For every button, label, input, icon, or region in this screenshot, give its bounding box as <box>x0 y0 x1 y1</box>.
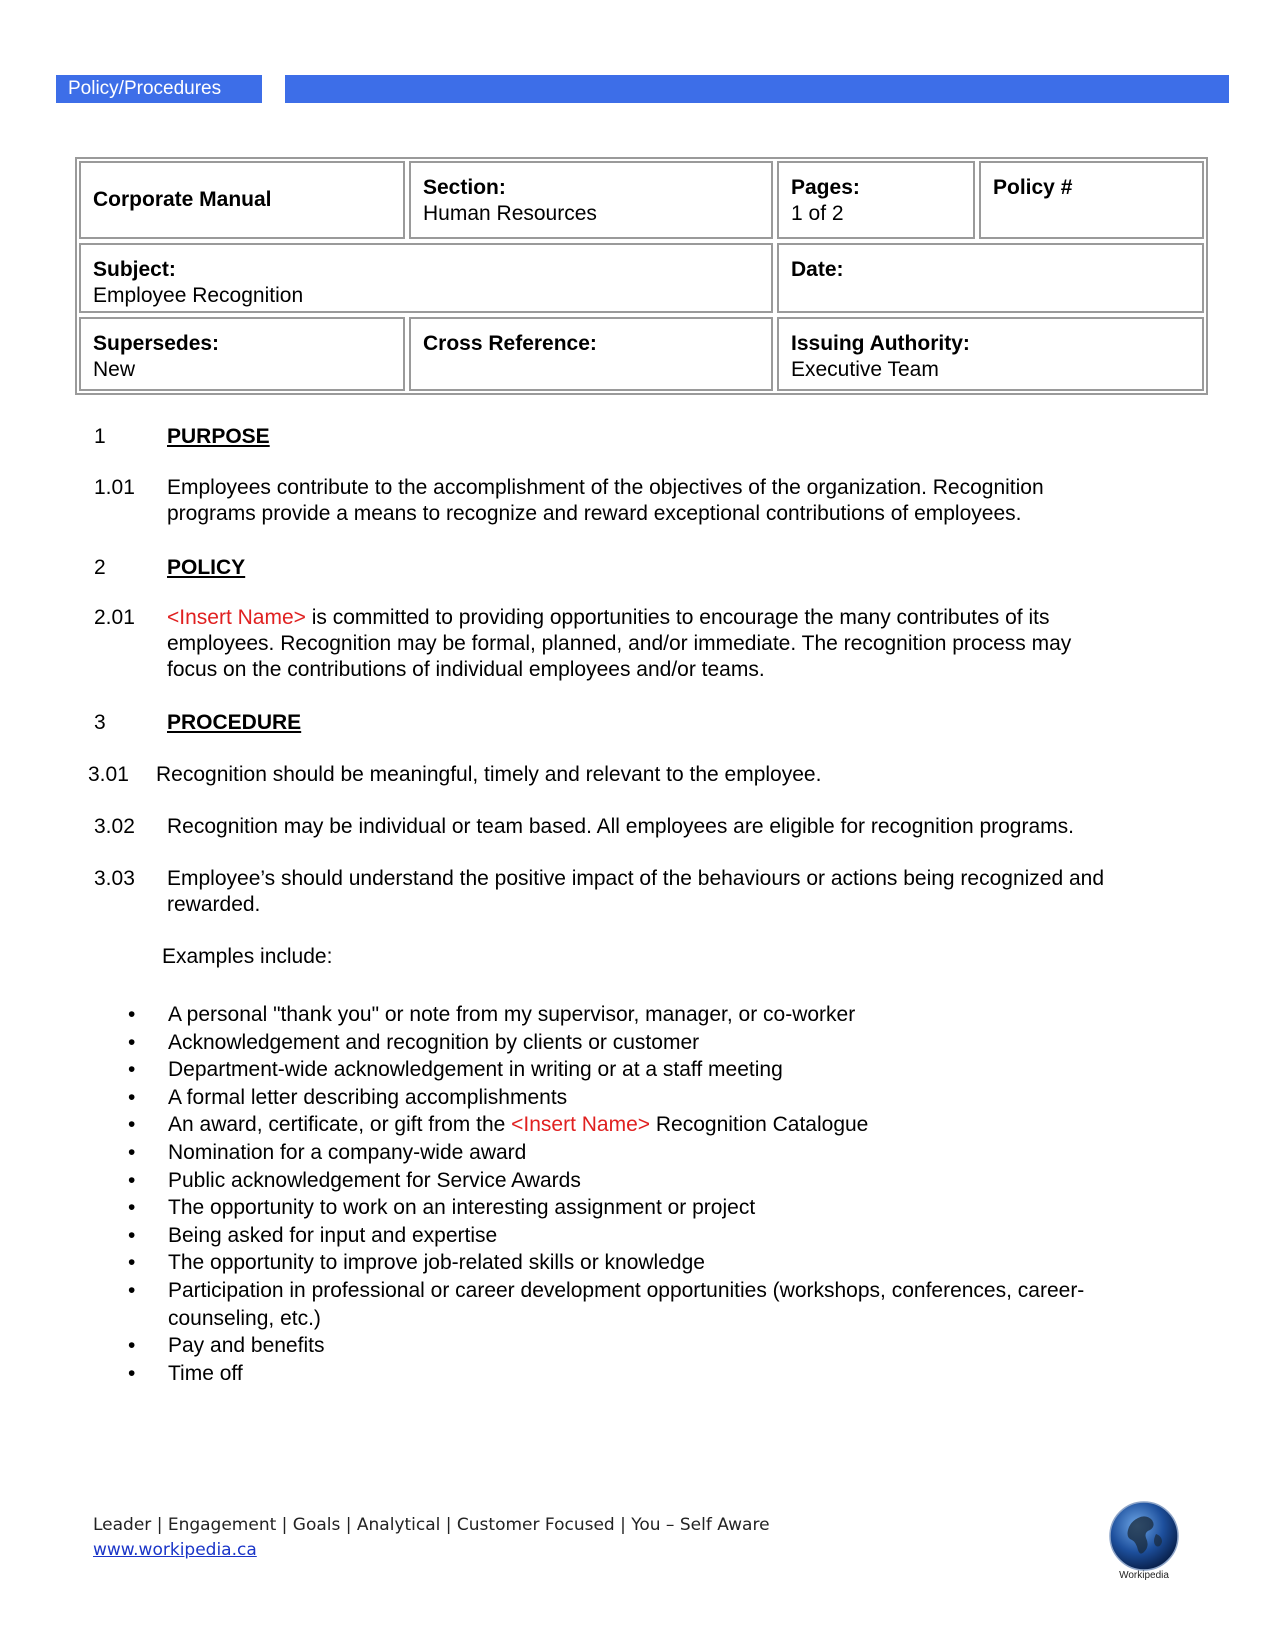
supersedes-value: New <box>93 358 136 381</box>
cross-reference-label: Cross Reference: <box>423 332 597 355</box>
footer-tagline: Leader | Engagement | Goals | Analytical | Customer Focused | You – Self Aware <box>93 1515 770 1535</box>
clause-2-01-line1-rest: is committed to providing opportunities to encourage the many contributes of its <box>305 606 1050 629</box>
policy-info-table <box>75 157 1208 395</box>
bullet-icon: • <box>128 1058 136 1082</box>
issuing-authority-cell <box>777 317 1204 391</box>
website-link[interactable]: www.workipedia.ca <box>93 1540 257 1560</box>
cross-reference-cell <box>409 317 773 391</box>
bullet-icon: • <box>128 1168 136 1192</box>
list-item <box>128 1056 1188 1084</box>
subject-value: Employee Recognition <box>93 284 304 307</box>
clause-3-03-text <box>167 866 1237 918</box>
list-item-text: The opportunity to improve job-related skills or knowledge <box>168 1251 705 1275</box>
list-item <box>128 1167 1188 1195</box>
clause-3-03-number: 3.03 <box>94 867 135 890</box>
clause-3-03-line1: Employee’s should understand the positive impact of the behaviours or actions being recognized and <box>167 867 1105 890</box>
supersedes-label: Supersedes: <box>93 332 220 355</box>
bullet-icon: • <box>128 1361 136 1385</box>
clause-3-03-line2: rewarded. <box>167 893 261 916</box>
clause-1-01-text <box>167 475 1227 527</box>
insert-name-placeholder: <Insert Name> <box>167 606 306 629</box>
subject-label: Subject: <box>93 258 176 281</box>
list-item <box>128 1222 1188 1250</box>
list-item-text-pre: An award, certificate, or gift from the <box>168 1113 512 1137</box>
date-cell <box>777 243 1204 313</box>
section-cell <box>409 161 773 239</box>
list-item-text: A personal "thank you" or note from my supervisor, manager, or co-worker <box>168 1003 856 1026</box>
clause-2-01-line3: focus on the contributions of individual employees and/or teams. <box>167 658 765 681</box>
issuing-authority-value: Executive Team <box>791 358 939 381</box>
bullet-icon: • <box>128 1030 136 1054</box>
list-item-text: Department-wide acknowledgement in writing or at a staff meeting <box>168 1058 783 1082</box>
clause-2-01-number: 2.01 <box>94 606 135 629</box>
list-item <box>128 1360 1188 1388</box>
policy-number-label: Policy # <box>993 176 1073 199</box>
policy-number-cell <box>979 161 1204 239</box>
policy-procedures-label: Policy/Procedures <box>56 75 262 103</box>
list-item-line1: Participation in professional or career development opportunities (workshops, conferences, career- <box>168 1278 1085 1302</box>
supersedes-cell <box>79 317 405 391</box>
insert-name-placeholder: <Insert Name> <box>511 1113 651 1137</box>
clause-1-01-line1: Employees contribute to the accomplishment of the objectives of the organization. Recognition <box>167 476 1044 499</box>
list-item <box>128 1139 1188 1167</box>
bullet-icon: • <box>128 1113 136 1137</box>
list-item-text: Pay and benefits <box>168 1334 325 1358</box>
bullet-icon: • <box>128 1196 136 1220</box>
manual-cell <box>79 161 405 239</box>
clause-3-01-text: Recognition should be meaningful, timely and relevant to the employee. <box>156 763 822 786</box>
examples-intro: Examples include: <box>162 945 333 968</box>
footer <box>93 1513 770 1563</box>
subject-cell <box>79 243 773 313</box>
list-item-text: Time off <box>168 1361 243 1385</box>
procedure-number: 3 <box>94 711 106 734</box>
list-item-text: Nomination for a company-wide award <box>168 1140 527 1164</box>
list-item <box>128 1029 1188 1057</box>
purpose-heading: PURPOSE <box>167 425 270 448</box>
section-label: Section: <box>423 176 506 199</box>
list-item-text: Being asked for input and expertise <box>168 1223 498 1247</box>
purpose-number: 1 <box>94 425 106 448</box>
header-bar <box>285 75 1229 103</box>
clause-3-02-number: 3.02 <box>94 815 135 838</box>
bullet-icon: • <box>128 1251 136 1275</box>
clause-2-01-line1 <box>167 605 1227 631</box>
list-item <box>128 1084 1188 1112</box>
list-item-text: Public acknowledgement for Service Awards <box>168 1168 581 1192</box>
list-item-text: A formal letter describing accomplishments <box>168 1085 568 1109</box>
date-label: Date: <box>791 258 844 281</box>
list-item-text <box>168 1113 868 1136</box>
section-value: Human Resources <box>423 202 597 225</box>
list-item <box>128 1332 1188 1360</box>
bullet-icon: • <box>128 1223 136 1247</box>
list-item-line2: counseling, etc.) <box>168 1306 321 1330</box>
list-item-text-post: Recognition Catalogue <box>650 1113 869 1137</box>
list-item <box>128 1194 1188 1222</box>
list-item <box>128 1249 1188 1277</box>
list-item-text: Acknowledgement and recognition by clients or customer <box>168 1030 700 1054</box>
clause-1-01-number: 1.01 <box>94 476 135 499</box>
issuing-authority-label: Issuing Authority: <box>791 332 970 355</box>
manual-label: Corporate Manual <box>93 188 272 211</box>
pages-value: 1 of 2 <box>791 202 844 225</box>
bullet-icon: • <box>128 1278 136 1302</box>
policy-heading: POLICY <box>167 556 246 579</box>
policy-number: 2 <box>94 556 106 579</box>
list-item <box>128 1277 1188 1332</box>
bullet-icon: • <box>128 1003 136 1026</box>
bullet-icon: • <box>128 1140 136 1164</box>
pages-label: Pages: <box>791 176 860 199</box>
list-item <box>128 1001 1188 1029</box>
pages-cell <box>777 161 975 239</box>
list-item-text <box>168 1277 1188 1332</box>
clause-2-01-text <box>167 605 1227 683</box>
list-item <box>128 1111 1188 1139</box>
examples-list <box>128 1001 1188 1387</box>
bullet-icon: • <box>128 1334 136 1358</box>
logo-caption: Workipedia <box>1119 1570 1169 1581</box>
list-item-text: The opportunity to work on an interesting assignment or project <box>168 1196 756 1220</box>
bullet-icon: • <box>128 1085 136 1109</box>
clause-3-02-text: Recognition may be individual or team based. All employees are eligible for recognition programs. <box>167 815 1074 838</box>
clause-3-01-number: 3.01 <box>88 763 129 786</box>
procedure-heading: PROCEDURE <box>167 711 302 734</box>
clause-2-01-line2: employees. Recognition may be formal, planned, and/or immediate. The recognition process may <box>167 632 1072 655</box>
clause-1-01-line2: programs provide a means to recognize and reward exceptional contributions of employees. <box>167 502 1022 525</box>
